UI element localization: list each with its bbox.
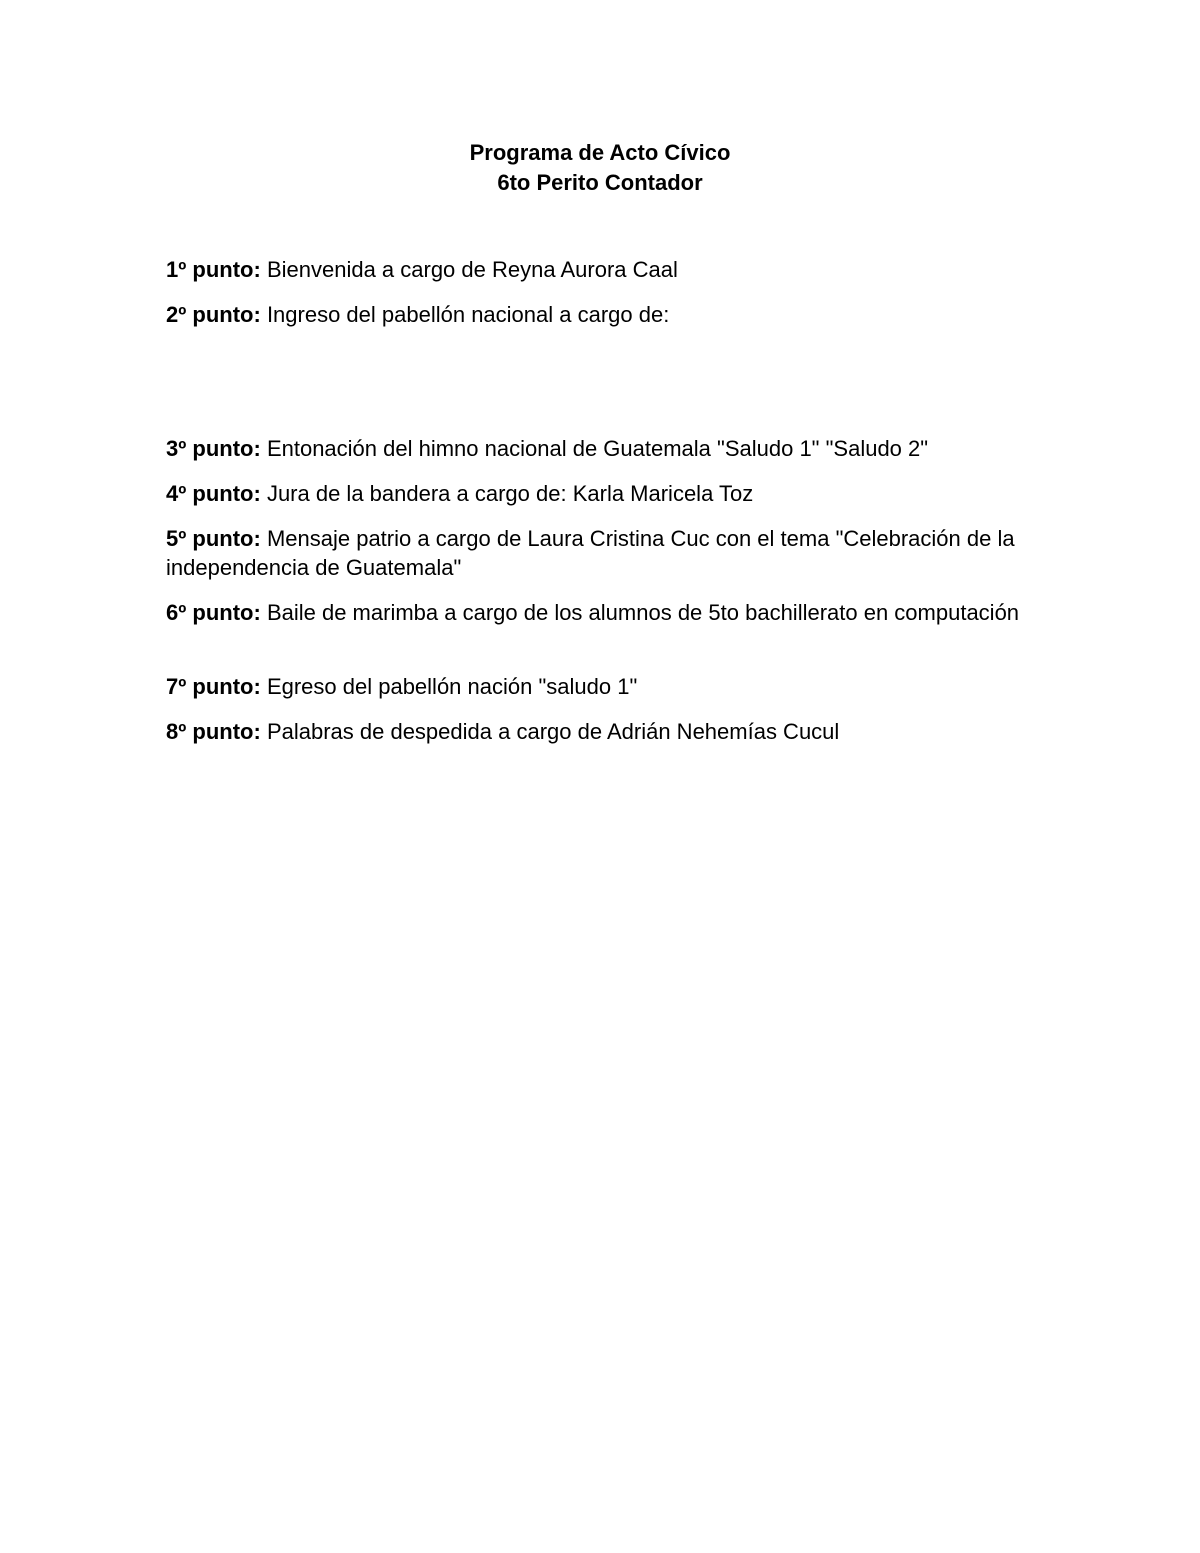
item-text: Palabras de despedida a cargo de Adrián Nehemías Cucul — [266, 719, 840, 744]
item-text: Jura de la bandera a cargo de: Karla Maricela Toz — [266, 481, 754, 506]
item-number: 3º — [166, 436, 187, 461]
item-text: Ingreso del pabellón nacional a cargo de: — [266, 302, 670, 327]
item-label: punto: — [192, 719, 261, 744]
item-label: punto: — [192, 600, 261, 625]
item-number: 8º — [166, 719, 187, 744]
item-label: punto: — [192, 257, 261, 282]
item-text: Entonación del himno nacional de Guatemala "Saludo 1" "Saludo 2" — [266, 436, 929, 461]
program-item — [166, 479, 1036, 508]
item-label: punto: — [192, 674, 261, 699]
program-item — [166, 255, 1036, 284]
item-number: 4º — [166, 481, 187, 506]
program-item — [166, 434, 1036, 463]
program-item — [166, 524, 1036, 582]
program-item — [166, 672, 1036, 701]
item-number: 6º — [166, 600, 187, 625]
title-block — [0, 138, 1200, 198]
item-text: Mensaje patrio a cargo de Laura Cristina Cuc con el tema "Celebración de la independencia de Guatemala" — [166, 526, 1015, 580]
item-text: Baile de marimba a cargo de los alumnos de 5to bachillerato en computación — [266, 600, 1020, 625]
item-label: punto: — [192, 302, 261, 327]
program-item — [166, 717, 1036, 746]
document-title: Programa de Acto Cívico — [469, 140, 731, 165]
item-text: Egreso del pabellón nación "saludo 1" — [266, 674, 638, 699]
program-item — [166, 300, 1036, 329]
item-number: 5º — [166, 526, 187, 551]
item-label: punto: — [192, 481, 261, 506]
item-number: 2º — [166, 302, 187, 327]
program-item — [166, 598, 1036, 627]
document-subtitle: 6to Perito Contador — [497, 170, 703, 195]
item-label: punto: — [192, 436, 261, 461]
item-number: 1º — [166, 257, 187, 282]
item-label: punto: — [192, 526, 261, 551]
item-number: 7º — [166, 674, 187, 699]
item-text: Bienvenida a cargo de Reyna Aurora Caal — [266, 257, 678, 282]
